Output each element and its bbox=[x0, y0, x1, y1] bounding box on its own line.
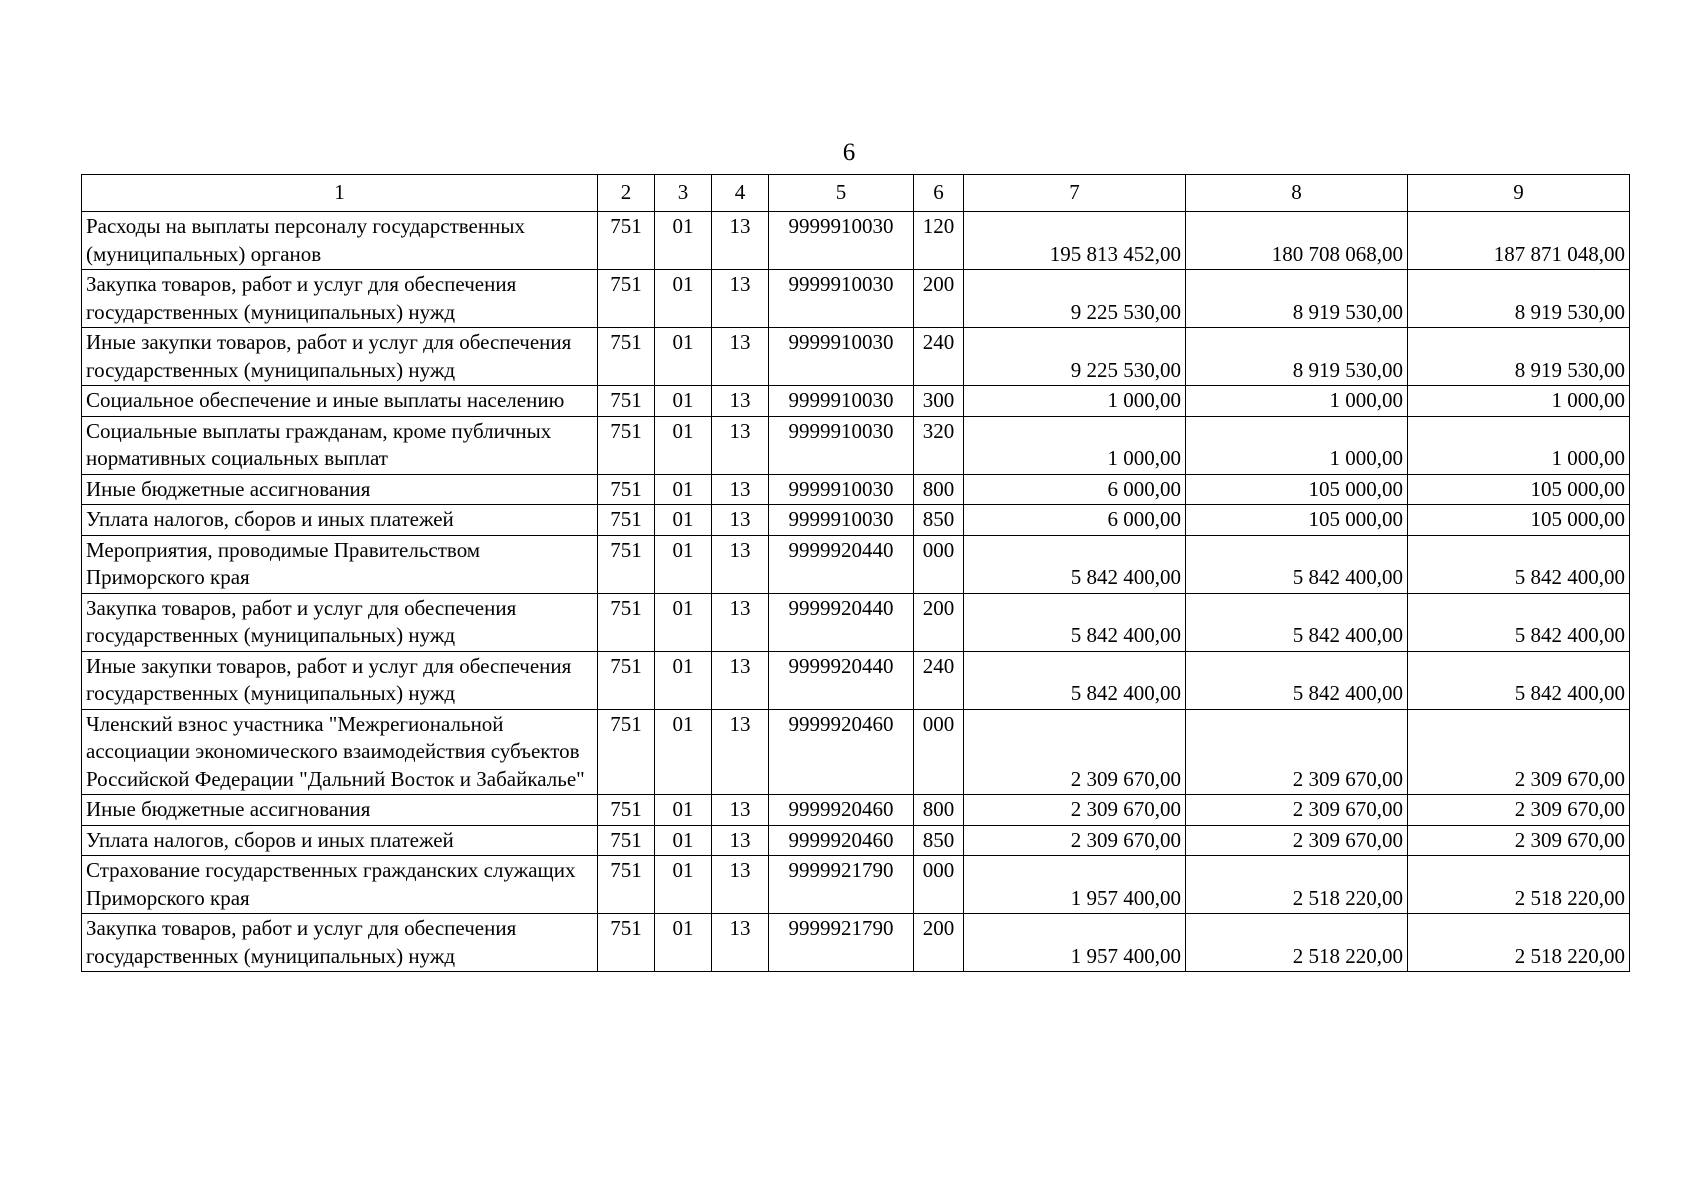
row-amount-cell: 105 000,00 bbox=[1408, 474, 1630, 505]
row-code-cell: 01 bbox=[655, 856, 712, 914]
row-code-cell: 9999910030 bbox=[769, 505, 914, 536]
row-code-cell: 751 bbox=[598, 651, 655, 709]
row-code-cell: 13 bbox=[712, 474, 769, 505]
table-row bbox=[82, 825, 1630, 856]
row-code-cell: 13 bbox=[712, 593, 769, 651]
table-row bbox=[82, 386, 1630, 417]
table-row bbox=[82, 535, 1630, 593]
row-name-cell: Иные закупки товаров, работ и услуг для обеспечения государственных (муниципальных) нужд bbox=[82, 328, 598, 386]
row-name-cell: Уплата налогов, сборов и иных платежей bbox=[82, 825, 598, 856]
row-name-cell: Социальные выплаты гражданам, кроме публичных нормативных социальных выплат bbox=[82, 416, 598, 474]
row-code-cell: 320 bbox=[914, 416, 964, 474]
row-code-cell: 000 bbox=[914, 709, 964, 795]
column-header: 6 bbox=[914, 175, 964, 212]
row-code-cell: 9999910030 bbox=[769, 416, 914, 474]
row-code-cell: 13 bbox=[712, 709, 769, 795]
row-amount-cell: 8 919 530,00 bbox=[1408, 328, 1630, 386]
row-amount-cell: 1 000,00 bbox=[964, 386, 1186, 417]
row-amount-cell: 2 518 220,00 bbox=[1408, 856, 1630, 914]
row-code-cell: 13 bbox=[712, 416, 769, 474]
row-amount-cell: 2 309 670,00 bbox=[1408, 825, 1630, 856]
row-amount-cell: 9 225 530,00 bbox=[964, 328, 1186, 386]
row-code-cell: 200 bbox=[914, 914, 964, 972]
row-code-cell: 240 bbox=[914, 328, 964, 386]
row-name-cell: Иные бюджетные ассигнования bbox=[82, 474, 598, 505]
column-header: 5 bbox=[769, 175, 914, 212]
row-code-cell: 800 bbox=[914, 474, 964, 505]
row-name-cell: Уплата налогов, сборов и иных платежей bbox=[82, 505, 598, 536]
row-amount-cell: 105 000,00 bbox=[1408, 505, 1630, 536]
row-code-cell: 13 bbox=[712, 795, 769, 826]
row-amount-cell: 195 813 452,00 bbox=[964, 212, 1186, 270]
row-code-cell: 13 bbox=[712, 212, 769, 270]
row-amount-cell: 2 309 670,00 bbox=[1408, 795, 1630, 826]
row-amount-cell: 2 309 670,00 bbox=[1186, 795, 1408, 826]
table-body bbox=[82, 212, 1630, 972]
row-code-cell: 300 bbox=[914, 386, 964, 417]
row-code-cell: 13 bbox=[712, 651, 769, 709]
row-name-cell: Социальное обеспечение и иные выплаты населению bbox=[82, 386, 598, 417]
row-code-cell: 01 bbox=[655, 825, 712, 856]
row-code-cell: 9999920460 bbox=[769, 795, 914, 826]
table-row bbox=[82, 651, 1630, 709]
row-code-cell: 13 bbox=[712, 270, 769, 328]
row-code-cell: 01 bbox=[655, 593, 712, 651]
table-row bbox=[82, 856, 1630, 914]
table-row bbox=[82, 709, 1630, 795]
header-row bbox=[82, 175, 1630, 212]
row-code-cell: 240 bbox=[914, 651, 964, 709]
row-amount-cell: 1 000,00 bbox=[1186, 416, 1408, 474]
row-code-cell: 850 bbox=[914, 505, 964, 536]
row-code-cell: 751 bbox=[598, 914, 655, 972]
row-name-cell: Закупка товаров, работ и услуг для обеспечения государственных (муниципальных) нужд bbox=[82, 593, 598, 651]
row-code-cell: 751 bbox=[598, 535, 655, 593]
row-code-cell: 751 bbox=[598, 825, 655, 856]
row-amount-cell: 5 842 400,00 bbox=[964, 593, 1186, 651]
row-code-cell: 751 bbox=[598, 474, 655, 505]
row-amount-cell: 2 309 670,00 bbox=[964, 709, 1186, 795]
row-code-cell: 9999921790 bbox=[769, 856, 914, 914]
row-code-cell: 13 bbox=[712, 386, 769, 417]
table-row bbox=[82, 328, 1630, 386]
row-code-cell: 751 bbox=[598, 709, 655, 795]
row-code-cell: 800 bbox=[914, 795, 964, 826]
row-code-cell: 000 bbox=[914, 535, 964, 593]
budget-table bbox=[81, 174, 1630, 972]
row-code-cell: 01 bbox=[655, 535, 712, 593]
table-row bbox=[82, 474, 1630, 505]
row-code-cell: 01 bbox=[655, 651, 712, 709]
column-header: 1 bbox=[82, 175, 598, 212]
row-code-cell: 13 bbox=[712, 505, 769, 536]
row-code-cell: 9999920440 bbox=[769, 593, 914, 651]
row-code-cell: 13 bbox=[712, 914, 769, 972]
column-header: 3 bbox=[655, 175, 712, 212]
column-header: 8 bbox=[1186, 175, 1408, 212]
row-code-cell: 751 bbox=[598, 416, 655, 474]
row-amount-cell: 5 842 400,00 bbox=[1186, 535, 1408, 593]
row-code-cell: 01 bbox=[655, 416, 712, 474]
row-amount-cell: 1 957 400,00 bbox=[964, 856, 1186, 914]
row-code-cell: 9999920460 bbox=[769, 709, 914, 795]
row-amount-cell: 6 000,00 bbox=[964, 474, 1186, 505]
row-code-cell: 01 bbox=[655, 505, 712, 536]
row-code-cell: 9999910030 bbox=[769, 328, 914, 386]
row-code-cell: 9999910030 bbox=[769, 212, 914, 270]
row-code-cell: 751 bbox=[598, 856, 655, 914]
row-code-cell: 13 bbox=[712, 328, 769, 386]
row-amount-cell: 8 919 530,00 bbox=[1186, 270, 1408, 328]
row-code-cell: 9999920440 bbox=[769, 535, 914, 593]
row-amount-cell: 187 871 048,00 bbox=[1408, 212, 1630, 270]
row-code-cell: 000 bbox=[914, 856, 964, 914]
row-amount-cell: 2 309 670,00 bbox=[1186, 825, 1408, 856]
row-code-cell: 751 bbox=[598, 328, 655, 386]
row-amount-cell: 5 842 400,00 bbox=[1186, 651, 1408, 709]
row-code-cell: 9999920440 bbox=[769, 651, 914, 709]
row-amount-cell: 105 000,00 bbox=[1186, 474, 1408, 505]
row-amount-cell: 6 000,00 bbox=[964, 505, 1186, 536]
row-name-cell: Мероприятия, проводимые Правительством Приморского края bbox=[82, 535, 598, 593]
table-row bbox=[82, 416, 1630, 474]
row-code-cell: 13 bbox=[712, 535, 769, 593]
row-amount-cell: 5 842 400,00 bbox=[1408, 535, 1630, 593]
row-code-cell: 200 bbox=[914, 270, 964, 328]
row-amount-cell: 2 518 220,00 bbox=[1408, 914, 1630, 972]
row-name-cell: Иные бюджетные ассигнования bbox=[82, 795, 598, 826]
row-code-cell: 751 bbox=[598, 386, 655, 417]
row-amount-cell: 1 000,00 bbox=[1186, 386, 1408, 417]
row-code-cell: 9999910030 bbox=[769, 270, 914, 328]
row-code-cell: 9999920460 bbox=[769, 825, 914, 856]
row-amount-cell: 8 919 530,00 bbox=[1408, 270, 1630, 328]
row-amount-cell: 2 518 220,00 bbox=[1186, 856, 1408, 914]
row-amount-cell: 1 957 400,00 bbox=[964, 914, 1186, 972]
column-header: 9 bbox=[1408, 175, 1630, 212]
row-code-cell: 751 bbox=[598, 505, 655, 536]
row-code-cell: 9999921790 bbox=[769, 914, 914, 972]
row-code-cell: 01 bbox=[655, 914, 712, 972]
row-amount-cell: 180 708 068,00 bbox=[1186, 212, 1408, 270]
row-code-cell: 120 bbox=[914, 212, 964, 270]
row-code-cell: 850 bbox=[914, 825, 964, 856]
row-code-cell: 01 bbox=[655, 386, 712, 417]
row-code-cell: 01 bbox=[655, 474, 712, 505]
row-code-cell: 751 bbox=[598, 593, 655, 651]
row-code-cell: 751 bbox=[598, 270, 655, 328]
row-amount-cell: 1 000,00 bbox=[1408, 416, 1630, 474]
row-name-cell: Закупка товаров, работ и услуг для обеспечения государственных (муниципальных) нужд bbox=[82, 914, 598, 972]
row-code-cell: 01 bbox=[655, 212, 712, 270]
row-name-cell: Закупка товаров, работ и услуг для обеспечения государственных (муниципальных) нужд bbox=[82, 270, 598, 328]
row-amount-cell: 2 309 670,00 bbox=[964, 795, 1186, 826]
row-code-cell: 200 bbox=[914, 593, 964, 651]
page-number: 6 bbox=[842, 139, 856, 166]
row-amount-cell: 5 842 400,00 bbox=[964, 651, 1186, 709]
row-code-cell: 13 bbox=[712, 825, 769, 856]
table-row bbox=[82, 593, 1630, 651]
row-amount-cell: 2 309 670,00 bbox=[1408, 709, 1630, 795]
row-code-cell: 751 bbox=[598, 212, 655, 270]
row-code-cell: 13 bbox=[712, 856, 769, 914]
row-name-cell: Иные закупки товаров, работ и услуг для обеспечения государственных (муниципальных) нужд bbox=[82, 651, 598, 709]
table-row bbox=[82, 270, 1630, 328]
table-row bbox=[82, 505, 1630, 536]
row-amount-cell: 5 842 400,00 bbox=[1408, 593, 1630, 651]
table-row bbox=[82, 914, 1630, 972]
row-amount-cell: 5 842 400,00 bbox=[1186, 593, 1408, 651]
row-code-cell: 9999910030 bbox=[769, 386, 914, 417]
row-name-cell: Членский взнос участника "Межрегиональной ассоциации экономического взаимодействия субъектов Российской Федерации "Дальний Восток и Забайкалье" bbox=[82, 709, 598, 795]
row-amount-cell: 2 309 670,00 bbox=[1186, 709, 1408, 795]
row-code-cell: 01 bbox=[655, 709, 712, 795]
row-amount-cell: 5 842 400,00 bbox=[964, 535, 1186, 593]
column-header: 4 bbox=[712, 175, 769, 212]
row-name-cell: Страхование государственных гражданских служащих Приморского края bbox=[82, 856, 598, 914]
row-code-cell: 01 bbox=[655, 328, 712, 386]
row-amount-cell: 1 000,00 bbox=[1408, 386, 1630, 417]
table-row bbox=[82, 795, 1630, 826]
row-amount-cell: 2 309 670,00 bbox=[964, 825, 1186, 856]
row-code-cell: 751 bbox=[598, 795, 655, 826]
column-header: 2 bbox=[598, 175, 655, 212]
row-amount-cell: 105 000,00 bbox=[1186, 505, 1408, 536]
row-amount-cell: 9 225 530,00 bbox=[964, 270, 1186, 328]
row-amount-cell: 2 518 220,00 bbox=[1186, 914, 1408, 972]
row-code-cell: 9999910030 bbox=[769, 474, 914, 505]
row-amount-cell: 1 000,00 bbox=[964, 416, 1186, 474]
row-code-cell: 01 bbox=[655, 795, 712, 826]
row-amount-cell: 8 919 530,00 bbox=[1186, 328, 1408, 386]
column-header: 7 bbox=[964, 175, 1186, 212]
table-row bbox=[82, 212, 1630, 270]
row-amount-cell: 5 842 400,00 bbox=[1408, 651, 1630, 709]
row-name-cell: Расходы на выплаты персоналу государственных (муниципальных) органов bbox=[82, 212, 598, 270]
row-code-cell: 01 bbox=[655, 270, 712, 328]
